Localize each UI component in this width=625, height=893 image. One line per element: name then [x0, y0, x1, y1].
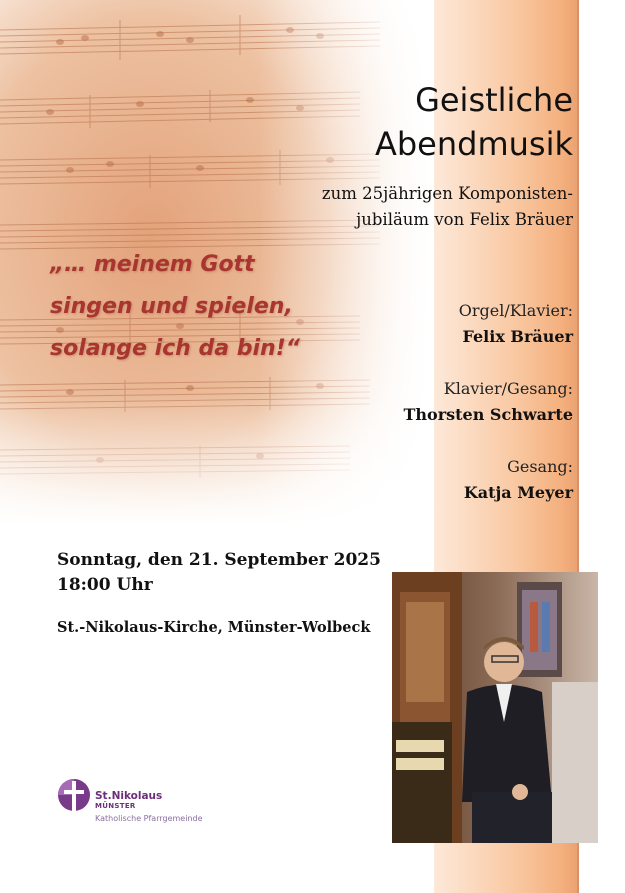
quote-text [50, 244, 350, 370]
performer-role: Orgel/Klavier: [458, 301, 573, 320]
performer-name: Katja Meyer [463, 483, 573, 502]
subtitle-line: zum 25jährigen Komponisten- [321, 184, 573, 203]
event-datetime [57, 548, 381, 598]
event-time: 18:00 Uhr [57, 575, 153, 595]
quote-line: solange ich da bin!“ [50, 336, 300, 361]
title-line: Geistliche [415, 81, 573, 119]
parish-logo-text [95, 790, 203, 825]
performer-role: Klavier/Gesang: [443, 379, 573, 398]
event-date: Sonntag, den 21. September 2025 [57, 550, 381, 570]
page-title [375, 78, 573, 166]
logo-tagline: Katholische Pfarrgemeinde [95, 814, 203, 823]
performer-list [404, 298, 574, 532]
subtitle-line: jubiläum von Felix Bräuer [356, 210, 573, 229]
quote-line: singen und spielen, [50, 294, 293, 319]
event-location: St.-Nikolaus-Kirche, Münster-Wolbeck [57, 619, 371, 636]
parish-logo-icon [57, 776, 97, 816]
organist-photo [392, 572, 598, 843]
logo-name: St.Nikolaus [95, 790, 163, 802]
performer-name: Thorsten Schwarte [403, 405, 573, 424]
logo-city: MÜNSTER [95, 802, 136, 810]
performer-name: Felix Bräuer [462, 327, 573, 346]
title-line: Abendmusik [374, 125, 573, 163]
performer-role: Gesang: [507, 457, 573, 476]
page-subtitle [322, 181, 573, 233]
quote-line: „… meinem Gott [50, 252, 255, 277]
